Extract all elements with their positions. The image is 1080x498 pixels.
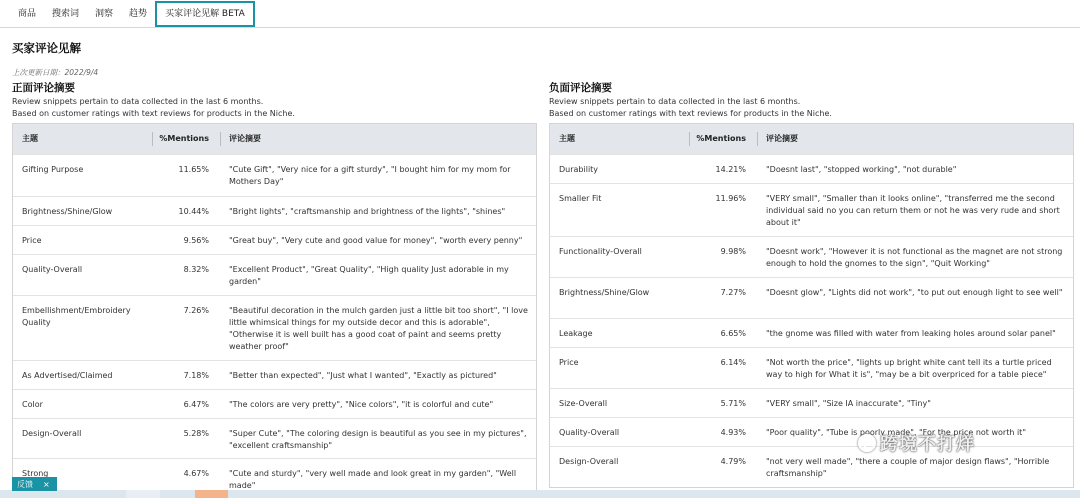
- row-summary: "Cute and sturdy", "very well made and look great in my garden", "Well made": [221, 458, 536, 498]
- row-summary: "The colors are very pretty", "Nice colors", "it is colorful and cute": [221, 389, 536, 418]
- table-row: [550, 236, 1073, 277]
- row-topic: Price: [13, 225, 153, 254]
- positive-reviews-table-wrap: [12, 123, 537, 498]
- row-summary: "Cute Gift", "Very nice for a gift sturdy", "I bought him for my mom for Mothers Day": [221, 154, 536, 196]
- positive-panel-title: 正面评论摘要: [12, 82, 75, 94]
- row-summary: "Excellent Product", "Great Quality", "High quality Just adorable in my garden": [221, 254, 536, 295]
- table-row: [13, 418, 536, 458]
- table-row: [13, 196, 536, 225]
- column-header-topic[interactable]: 主题: [13, 124, 153, 154]
- tab-products[interactable]: 商品: [18, 9, 37, 19]
- row-summary: "Great buy", "Very cute and good value for money", "worth every penny": [221, 225, 536, 254]
- close-icon[interactable]: ×: [43, 479, 50, 489]
- positive-panel-description: [12, 96, 537, 120]
- table-header-row: [550, 124, 1073, 154]
- row-summary: "Poor quality", "Tube is poorly made", "For the price not worth it": [758, 417, 1073, 446]
- negative-reviews-table: [550, 124, 1073, 487]
- feedback-button[interactable]: [12, 477, 57, 491]
- positive-reviews-panel: [12, 80, 537, 498]
- row-topic: Color: [13, 389, 153, 418]
- table-row: [550, 183, 1073, 236]
- row-mentions: 11.65%: [153, 154, 221, 196]
- feedback-label: 反馈: [17, 479, 33, 489]
- scrollbar-thumb[interactable]: [195, 490, 228, 498]
- table-row: [13, 225, 536, 254]
- row-summary: "Super Cute", "The coloring design is beautiful as you see in my pictures", "excellent craftsmanship": [221, 418, 536, 458]
- row-mentions: 7.18%: [153, 360, 221, 389]
- last-updated-date: 上次更新日期：2022/9/4: [12, 68, 99, 77]
- negative-desc-line1: Review snippets pertain to data collected in the last 6 months.: [549, 97, 801, 106]
- page-title: 买家评论见解: [12, 41, 81, 55]
- row-topic: Quality-Overall: [13, 254, 153, 295]
- negative-panel-description: [549, 96, 1074, 120]
- row-mentions: 4.93%: [690, 417, 758, 446]
- row-mentions: 8.32%: [153, 254, 221, 295]
- row-topic: Embellishment/Embroidery Quality: [13, 295, 153, 360]
- row-topic: Quality-Overall: [550, 417, 690, 446]
- table-row: [550, 347, 1073, 388]
- negative-reviews-table-wrap: [549, 123, 1074, 488]
- positive-reviews-table: [13, 124, 536, 498]
- positive-desc-line1: Review snippets pertain to data collected in the last 6 months.: [12, 97, 264, 106]
- column-header-summary[interactable]: 评论摘要: [221, 124, 536, 154]
- row-mentions: 9.56%: [153, 225, 221, 254]
- row-summary: "Bright lights", "craftsmanship and brightness of the lights", "shines": [221, 196, 536, 225]
- row-mentions: 5.71%: [690, 388, 758, 417]
- row-topic: Strong: [13, 458, 153, 498]
- table-row: [13, 295, 536, 360]
- row-mentions: 7.26%: [153, 295, 221, 360]
- row-mentions: 6.65%: [690, 318, 758, 347]
- tab-review-insights[interactable]: 买家评论见解 BETA: [155, 1, 255, 27]
- row-mentions: 4.67%: [153, 458, 221, 498]
- row-mentions: 7.27%: [690, 277, 758, 318]
- row-summary: "the gnome was filled with water from leaking holes around solar panel": [758, 318, 1073, 347]
- row-topic: Gifting Purpose: [13, 154, 153, 196]
- table-row: [13, 389, 536, 418]
- row-topic: Leakage: [550, 318, 690, 347]
- column-header-summary[interactable]: 评论摘要: [758, 124, 1073, 154]
- row-topic: Functionality-Overall: [550, 236, 690, 277]
- row-summary: "Beautiful decoration in the mulch garden just a little bit too short", "I love little whimsical things for my outside decor and this is adorable", "Otherwise it is well built has a good coat of paint and seems pretty weather proof": [221, 295, 536, 360]
- table-row: [550, 417, 1073, 446]
- row-topic: As Advertised/Claimed: [13, 360, 153, 389]
- tab-insights[interactable]: 洞察: [95, 9, 114, 19]
- scrollbar-segment: [126, 490, 160, 498]
- row-mentions: 11.96%: [690, 183, 758, 236]
- row-topic: Durability: [550, 154, 690, 183]
- column-header-topic[interactable]: 主题: [550, 124, 690, 154]
- negative-reviews-panel: [549, 80, 1074, 488]
- row-mentions: 6.47%: [153, 389, 221, 418]
- row-topic: Smaller Fit: [550, 183, 690, 236]
- row-topic: Design-Overall: [13, 418, 153, 458]
- tab-search-terms[interactable]: 搜索词: [52, 9, 80, 19]
- row-summary: "Doesnt work", "However it is not functional as the magnet are not strong enough to hold the gnomes to the sign", "Quit Working": [758, 236, 1073, 277]
- row-mentions: 9.98%: [690, 236, 758, 277]
- row-summary: "Doesnt last", "stopped working", "not durable": [758, 154, 1073, 183]
- row-topic: Brightness/Shine/Glow: [550, 277, 690, 318]
- watermark-logo-icon: [858, 434, 876, 452]
- row-mentions: 5.28%: [153, 418, 221, 458]
- tab-trends[interactable]: 趋势: [129, 9, 148, 19]
- table-row: [550, 388, 1073, 417]
- table-row: [550, 318, 1073, 347]
- row-summary: "Doesnt glow", "Lights did not work", "to put out enough light to see well": [758, 277, 1073, 318]
- positive-desc-line2: Based on customer ratings with text reviews for products in the Niche.: [12, 109, 295, 118]
- column-header-mentions[interactable]: %Mentions: [153, 124, 221, 154]
- row-topic: Price: [550, 347, 690, 388]
- table-row: [13, 360, 536, 389]
- table-row: [550, 446, 1073, 487]
- table-row: [13, 254, 536, 295]
- row-mentions: 14.21%: [690, 154, 758, 183]
- row-topic: Size-Overall: [550, 388, 690, 417]
- table-row: [550, 154, 1073, 183]
- table-row: [13, 154, 536, 196]
- negative-panel-title: 负面评论摘要: [549, 82, 612, 94]
- row-summary: "VERY small", "Size IA inaccurate", "Tiny": [758, 388, 1073, 417]
- row-mentions: 6.14%: [690, 347, 758, 388]
- top-tab-bar: [0, 0, 1080, 28]
- row-summary: "Better than expected", "Just what I wanted", "Exactly as pictured": [221, 360, 536, 389]
- row-topic: Brightness/Shine/Glow: [13, 196, 153, 225]
- row-mentions: 4.79%: [690, 446, 758, 487]
- row-summary: "VERY small", "Smaller than it looks online", "transferred me the second individual said no you can return them or not he was very rude and short about it": [758, 183, 1073, 236]
- negative-desc-line2: Based on customer ratings with text reviews for products in the Niche.: [549, 109, 832, 118]
- row-summary: "Not worth the price", "lights up bright white cant tell its a turtle priced way to high for What it is", "may be a bit overpriced for a table piece": [758, 347, 1073, 388]
- table-header-row: [13, 124, 536, 154]
- column-header-mentions[interactable]: %Mentions: [690, 124, 758, 154]
- table-row: [550, 277, 1073, 318]
- watermark: [858, 430, 975, 456]
- watermark-text: 跨境不打烊: [880, 434, 975, 455]
- horizontal-scrollbar[interactable]: [0, 490, 1080, 498]
- row-summary: "not very well made", "there a couple of major design flaws", "Horrible craftsmanship": [758, 446, 1073, 487]
- row-mentions: 10.44%: [153, 196, 221, 225]
- row-topic: Design-Overall: [550, 446, 690, 487]
